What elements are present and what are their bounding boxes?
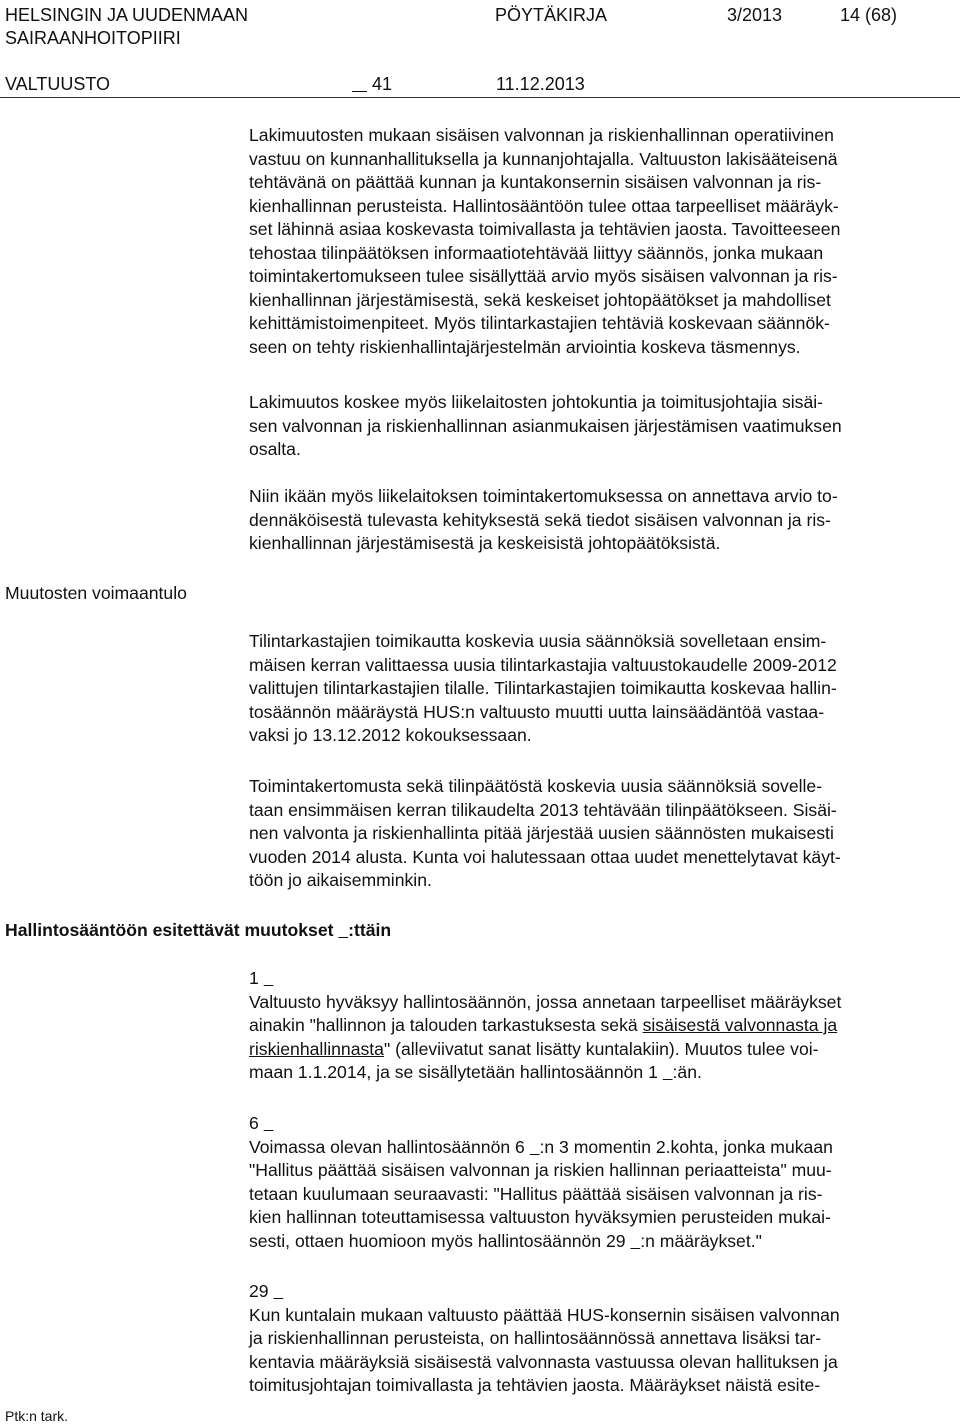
text-line: mäisen kerran valittaessa uusia tilintarkastajia valtuustokaudelle 2009-2012: [249, 654, 837, 675]
text-line: [249, 1230, 954, 1254]
changes-heading-text: Hallintosääntöön esitettävät muutokset: [5, 920, 334, 940]
text-line: Lakimuutos koskee myös liikelaitosten johtokuntia ja toimitusjohtajia sisäi-: [249, 392, 824, 412]
section-sign-icon: [264, 1113, 274, 1133]
text-segment: maan 1.1.2014, ja se sisällytetään hallintosäännön 1: [249, 1062, 663, 1082]
paragraph-business-units: [249, 391, 954, 462]
document-type: PÖYTÄKIRJA: [495, 5, 608, 25]
text-line: Niin ikään myös liikelaitoksen toimintakertomuksessa on annettava arvio to-: [249, 486, 838, 506]
text-line: [249, 1014, 954, 1038]
text-segment: :än.: [672, 1062, 702, 1082]
text-line: toimintakertomukseen tulee sisällyttää arvio myös sisäisen valvonnan ja ris-: [249, 266, 838, 286]
changes-heading: [5, 919, 391, 943]
text-line: vastuu on kunnanhallituksella ja kunnanjohtajalla. Valtuuston lakisääteisenä: [249, 148, 838, 169]
header-divider: [0, 97, 960, 98]
section-sign-icon: [530, 1137, 540, 1157]
document-number: 3/2013: [727, 5, 783, 25]
text-line: toimitusjohtajan toimivallasta ja tehtävien jaosta. Määräykset näistä esite-: [249, 1375, 821, 1395]
text-line: "Hallitus päättää sisäisen valvonnan ja riskien hallinnan periaatteista" muu-: [249, 1160, 832, 1180]
text-line: kienhallinnan järjestämisestä ja keskeisistä johtopäätöksistä.: [249, 533, 721, 553]
underlined-text: sisäisestä valvonnasta ja: [642, 1015, 838, 1035]
text-line: Lakimuutosten mukaan sisäisen valvonnan ja riskienhallinnan operatiivinen: [249, 125, 834, 145]
text-line: vaksi jo 13.12.2012 kokouksessaan.: [249, 725, 532, 745]
text-line: kien hallinnan toteuttamisessa valtuuston hyväksymien perusteiden mukai-: [249, 1207, 831, 1227]
section-sign-icon: [663, 1062, 673, 1082]
section-sign-icon: [630, 1231, 640, 1251]
text-line: nen valvonta ja riskienhallinta pitää järjestää uusien säännösten mukaisesti: [249, 823, 834, 843]
section-number-value: 41: [372, 74, 393, 94]
paragraph-legal-responsibility: [249, 124, 954, 359]
section-6-block: [249, 1112, 954, 1253]
text-line: Kun kuntalain mukaan valtuusto päättää HUS-konsernin sisäisen valvonnan: [249, 1304, 840, 1325]
text-line: Tilintarkastajien toimikautta koskevia uusia säännöksiä sovelletaan ensim-: [249, 631, 827, 651]
text-line: vuoden 2014 alusta. Kunta voi halutessaan ottaa uudet menettelytavat käyt-: [249, 846, 841, 867]
section-number: [352, 73, 392, 95]
organization-name-line1: HELSINGIN JA UUDENMAAN: [5, 5, 249, 25]
text-line: tosäännön määräystä HUS:n valtuusto muutti uutta lainsäädäntöä vastaa-: [249, 701, 825, 722]
text-line: ja riskienhallinnan perusteista, on hallintosäännössä annettava lisäksi tar-: [249, 1328, 822, 1348]
section-sign-icon: [352, 74, 367, 94]
section-1-heading: [249, 967, 954, 991]
text-segment: Voimassa olevan hallintosäännön 6: [249, 1136, 530, 1157]
text-line: tehtävänä on päättää kunnan ja kuntakonsernin sisäisen valvonnan ja ris-: [249, 172, 822, 192]
organization-name-line2: SAIRAANHOITOPIIRI: [5, 28, 181, 48]
text-segment: :n 3 momentin 2.kohta, jonka mukaan: [539, 1136, 833, 1157]
section-6-heading: [249, 1112, 954, 1136]
text-line: taan ensimmäisen kerran tilikaudelta 2013 tehtävään tilinpäätökseen. Sisäi-: [249, 799, 837, 820]
body-name: VALTUUSTO: [5, 74, 111, 94]
text-segment: " (alleviivatut sanat lisätty kuntalakiin). Muutos tulee voi-: [383, 1038, 819, 1059]
text-line: dennäköisestä tulevasta kehityksestä sekä tiedot sisäisen valvonnan ja ris-: [249, 509, 831, 530]
text-segment: sesti, ottaen huomioon myös hallintosäännön 29: [249, 1230, 631, 1251]
text-line: kehittämistoimenpiteet. Myös tilintarkastajien tehtäviä koskevaan säännök-: [249, 313, 830, 333]
section-29-number: 29: [249, 1281, 269, 1301]
section-29-block: [249, 1280, 954, 1398]
paragraph-auditor-terms: [249, 630, 954, 748]
text-line: kienhallinnan järjestämisestä, sekä keskeiset johtopäätökset ja mahdolliset: [249, 289, 831, 310]
text-line: sen valvonnan ja riskienhallinnan asianmukaisen järjestämisen vaatimuksen: [249, 415, 842, 436]
section-sign-icon: [264, 968, 274, 988]
text-line: [249, 1136, 954, 1160]
paragraph-financial-statements: [249, 775, 954, 893]
underlined-text: riskienhallinnasta: [249, 1038, 384, 1059]
section-6-number: 6: [249, 1113, 259, 1133]
changes-heading-suffix: :ttäin: [348, 920, 392, 940]
meeting-date: 11.12.2013: [496, 74, 585, 94]
text-segment: :n määräykset.": [640, 1230, 762, 1251]
section-29-heading: [249, 1280, 954, 1304]
page-number: 14 (68): [840, 5, 898, 25]
text-line: [249, 1038, 954, 1062]
text-line: Valtuusto hyväksyy hallintosäännön, jossa annetaan tarpeelliset määräykset: [249, 991, 842, 1012]
text-line: osalta.: [249, 439, 301, 459]
text-line: kienhallinnan perusteista. Hallintosääntöön tulee ottaa tarpeelliset määräyk-: [249, 195, 839, 216]
paragraph-activity-report: [249, 485, 954, 556]
effective-date-heading: Muutosten voimaantulo: [5, 583, 187, 603]
section-1-number: 1: [249, 968, 259, 988]
text-line: tetaan kuulumaan seuraavasti: "Hallitus päättää sisäisen valvonnan ja ris-: [249, 1183, 823, 1204]
text-line: kentavia määräyksiä sisäisestä valvonnasta vastuussa olevan hallituksen ja: [249, 1351, 838, 1372]
text-line: Toimintakertomusta sekä tilinpäätöstä koskevia uusia säännöksiä sovelle-: [249, 776, 823, 796]
text-line: tehostaa tilinpäätöksen informaatiotehtävää liittyy säännös, jonka mukaan: [249, 242, 824, 263]
text-line: [249, 1061, 954, 1085]
section-sign-icon: [338, 920, 348, 940]
text-line: töön jo aikaisemminkin.: [249, 870, 432, 890]
section-sign-icon: [273, 1281, 283, 1301]
minutes-check-label: Ptk:n tark.: [5, 1408, 69, 1424]
text-line: seen on tehty riskienhallintajärjestelmän arviointia koskeva täsmennys.: [249, 336, 801, 357]
section-1-block: [249, 967, 954, 1085]
text-line: set lähinnä asiaa koskevasta toimivallasta ja tehtävien jaosta. Tavoitteeseen: [249, 219, 841, 239]
text-segment: ainakin "hallinnon ja talouden tarkastuksesta sekä: [249, 1015, 643, 1035]
text-line: valittujen tilintarkastajien tilalle. Tilintarkastajien toimikautta koskevaa hallin-: [249, 678, 837, 698]
